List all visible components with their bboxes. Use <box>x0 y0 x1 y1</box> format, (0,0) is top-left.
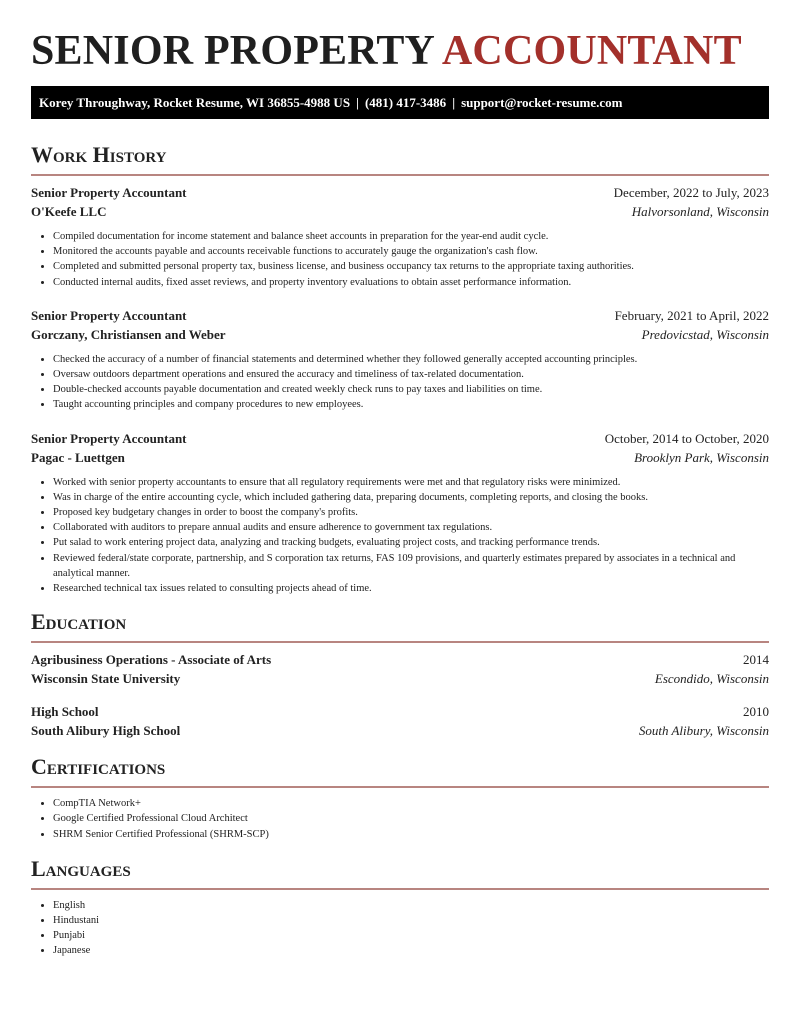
job-bullets <box>31 475 769 597</box>
job-bullet: • Proposed key budgetary changes in order to boost the company's profits. <box>53 505 769 520</box>
contact-separator: | <box>356 95 359 110</box>
certifications-section <box>31 753 769 842</box>
job-dates: December, 2022 to July, 2023 <box>613 185 769 200</box>
job-bullet: • Reviewed federal/state corporate, partnership, and S corporation tax returns, FAS 109 provisions, and quarterly estimates prepared by associates in a technical and analytical manner. <box>53 551 769 581</box>
education-location: Escondido, Wisconsin <box>654 671 769 687</box>
job-bullet: • Checked the accuracy of a number of financial statements and determined whether they followed generally accepted accounting principles. <box>53 352 769 367</box>
section-divider <box>31 641 769 643</box>
education-degree: High School <box>31 704 99 720</box>
language-item: • English <box>53 898 769 913</box>
contact-separator: | <box>452 95 456 110</box>
language-item: • Japanese <box>53 943 769 958</box>
job-location: Brooklyn Park, Wisconsin <box>634 449 769 465</box>
job-bullet: • Oversaw outdoors department operations and ensured the accuracy and timeliness of tax-related documentation. <box>53 367 769 382</box>
languages-list <box>31 898 769 959</box>
contact-phone[interactable]: (481) 417-3486 <box>364 95 447 110</box>
job-bullet: • Worked with senior property accountants to ensure that all regulatory requirements were met and that regulatory risks were minimized. <box>53 475 769 490</box>
section-divider <box>31 174 769 176</box>
job-bullet: • Double-checked accounts payable documentation and created weekly check runs to pay taxes and liabilities on time. <box>53 382 769 397</box>
job-bullet: • Compiled documentation for income statement and balance sheet accounts in preparation for the year-end audit cycle. <box>53 229 769 244</box>
job-bullets <box>31 229 769 290</box>
section-heading: Work History <box>31 142 167 167</box>
work-history-section <box>31 141 769 596</box>
contact-address: Korey Throughway, Rocket Resume, WI 36855-4988 US <box>39 95 351 110</box>
section-heading: Languages <box>31 855 131 881</box>
education-entry <box>31 651 769 688</box>
job-dates: February, 2021 to April, 2022 <box>614 307 769 323</box>
title-main: SENIOR PROPERTY <box>31 28 434 74</box>
job-title: Senior Property Accountant <box>31 185 187 200</box>
job-location: Predovicstad, Wisconsin <box>641 326 769 342</box>
job-bullet: • Collaborated with auditors to prepare annual audits and ensure adherence to government tax regulations. <box>53 520 769 535</box>
language-item: • Punjabi <box>53 928 769 943</box>
job-bullet: • Conducted internal audits, fixed asset reviews, and property inventory evaluations to obtain asset performance information. <box>53 275 769 290</box>
job-title: Senior Property Accountant <box>31 430 187 446</box>
language-item: • Hindustani <box>53 913 769 928</box>
languages-section <box>31 855 769 959</box>
job-dates: October, 2014 to October, 2020 <box>604 430 769 446</box>
section-heading: Education <box>31 609 127 635</box>
job-bullet: • Was in charge of the entire accounting cycle, which included gathering data, preparing documents, completing reports, and closing the books. <box>53 490 769 505</box>
job-company: Gorczany, Christiansen and Weber <box>31 326 226 342</box>
job-bullets <box>31 352 769 413</box>
job-bullet: • Taught accounting principles and company procedures to new employees. <box>53 397 769 412</box>
certification-item: • SHRM Senior Certified Professional (SHRM-SCP) <box>53 827 769 842</box>
certification-item: • Google Certified Professional Cloud Architect <box>53 811 769 826</box>
education-school: Wisconsin State University <box>31 671 181 687</box>
section-heading: Certifications <box>31 754 166 780</box>
job-entry <box>31 307 769 413</box>
certifications-list <box>31 796 769 842</box>
education-entry <box>31 703 769 740</box>
job-company: Pagac - Luettgen <box>31 449 125 465</box>
education-degree: Agribusiness Operations - Associate of Arts <box>31 652 272 668</box>
title-accent: ACCOUNTANT <box>441 28 742 74</box>
job-company: O'Keefe LLC <box>31 204 107 219</box>
job-location: Halvorsonland, Wisconsin <box>631 204 769 219</box>
education-year: 2014 <box>743 652 769 668</box>
certification-item: • CompTIA Network+ <box>53 796 769 811</box>
contact-email[interactable]: support@rocket-resume.com <box>461 95 623 110</box>
section-divider <box>31 786 769 788</box>
job-bullet: • Researched technical tax issues related to consulting projects ahead of time. <box>53 581 769 596</box>
contact-bar <box>31 86 769 119</box>
job-entry <box>31 430 769 597</box>
job-bullet: • Monitored the accounts payable and accounts receivable functions to accurately gauge the organization's cash flow. <box>53 244 769 259</box>
education-section <box>31 608 769 740</box>
education-location: South Alibury, Wisconsin <box>638 723 769 739</box>
section-divider <box>31 888 769 890</box>
resume-title <box>31 0 769 74</box>
job-entry <box>31 184 769 290</box>
education-year: 2010 <box>743 704 769 720</box>
education-school: South Alibury High School <box>31 723 181 739</box>
job-title: Senior Property Accountant <box>31 307 187 323</box>
job-bullet: • Put salad to work entering project data, analyzing and tracking budgets, evaluating project costs, and tracking performance trends. <box>53 535 769 550</box>
job-bullet: • Completed and submitted personal property tax, business license, and business occupancy tax returns to the appropriate taxing authorities. <box>53 259 769 274</box>
